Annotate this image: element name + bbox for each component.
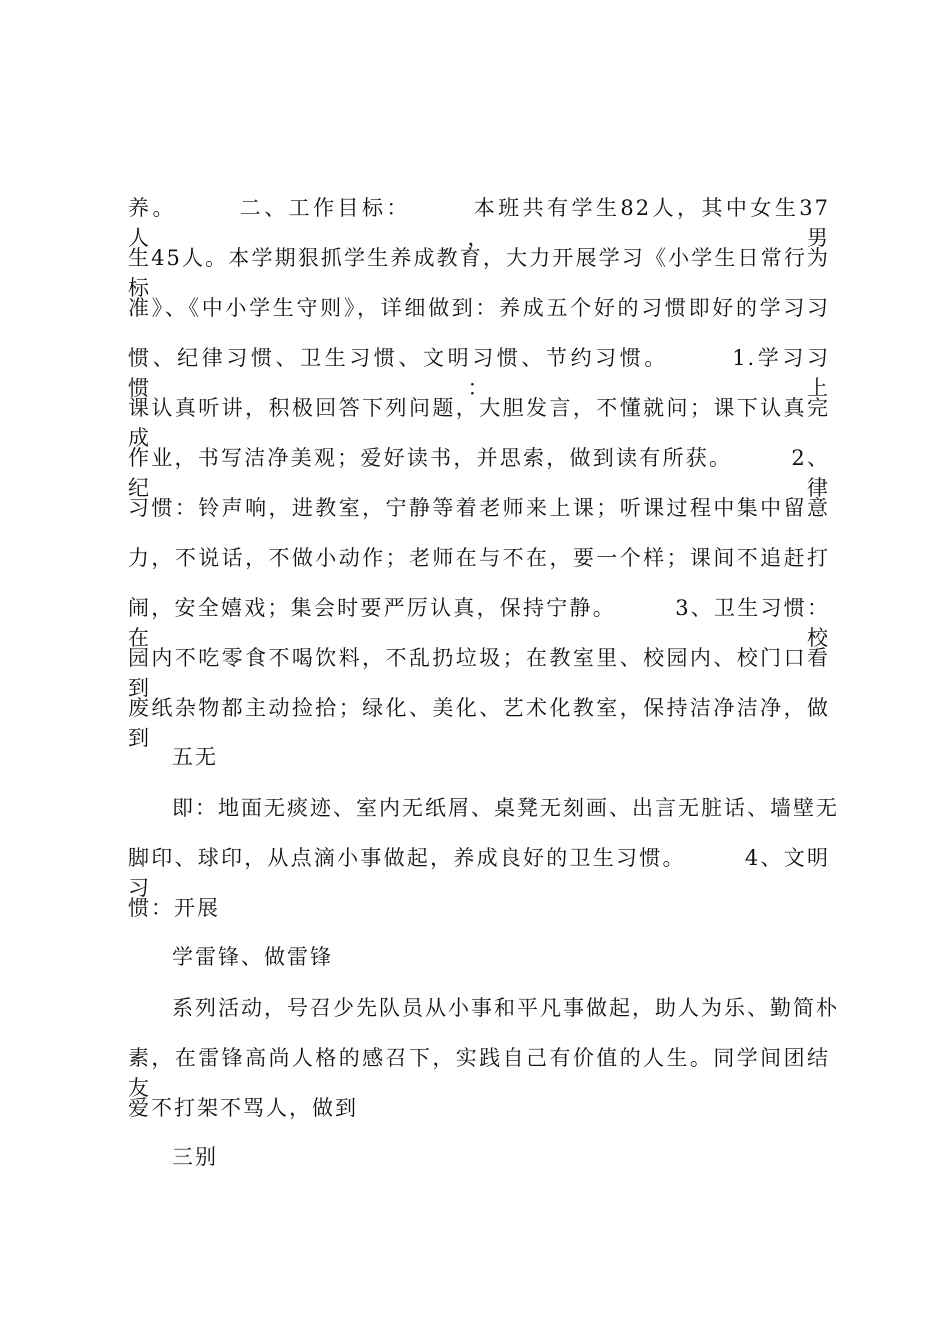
text-line: 力，不说话，不做小动作；老师在与不在，要一个样；课间不追赶打 bbox=[128, 546, 830, 570]
text-line: 素，在雷锋高尚人格的感召下，实践自己有价值的人生。同学间团结友 bbox=[128, 1046, 830, 1100]
text-line: 脚印、球印，从点滴小事做起，养成良好的卫生习惯。 4、文明习 bbox=[128, 846, 830, 900]
text-line: 生45人。本学期狠抓学生养成教育，大力开展学习《小学生日常行为标 bbox=[128, 246, 830, 300]
text-line: 惯、纪律习惯、卫生习惯、文明习惯、节约习惯。 1.学习习惯：上 bbox=[128, 346, 830, 400]
text-line: 学雷锋、做雷锋 bbox=[172, 945, 333, 969]
text-line: 作业，书写洁净美观；爱好读书，并思索，做到读有所获。 2、纪律 bbox=[128, 446, 830, 500]
text-line: 废纸杂物都主动捡拾；绿化、美化、艺术化教室，保持洁净洁净，做到 bbox=[128, 696, 830, 750]
text-line: 闹，安全嬉戏；集会时要严厉认真，保持宁静。 3、卫生习惯：在校 bbox=[128, 596, 830, 650]
text-line: 惯：开展 bbox=[128, 896, 220, 920]
text-line: 准》、《中小学生守则》，详细做到：养成五个好的习惯即好的学习习 bbox=[128, 296, 830, 320]
text-line: 爱不打架不骂人，做到 bbox=[128, 1096, 358, 1120]
text-line: 即：地面无痰迹、室内无纸屑、桌凳无刻画、出言无脏话、墙壁无 bbox=[172, 796, 839, 820]
text-line: 园内不吃零食不喝饮料，不乱扔垃圾；在教室里、校园内、校门口看到 bbox=[128, 646, 830, 700]
text-line: 课认真听讲，积极回答下列问题，大胆发言，不懂就问；课下认真完成 bbox=[128, 396, 830, 450]
text-line: 三别 bbox=[172, 1145, 218, 1169]
text-line: 系列活动，号召少先队员从小事和平凡事做起，助人为乐、勤简朴 bbox=[172, 996, 839, 1020]
text-line: 习惯：铃声响，进教室，宁静等着老师来上课；听课过程中集中留意 bbox=[128, 496, 830, 520]
text-line: 养。 二、工作目标： 本班共有学生82人，其中女生37 人，男 bbox=[128, 196, 830, 250]
text-line: 五无 bbox=[172, 745, 218, 769]
